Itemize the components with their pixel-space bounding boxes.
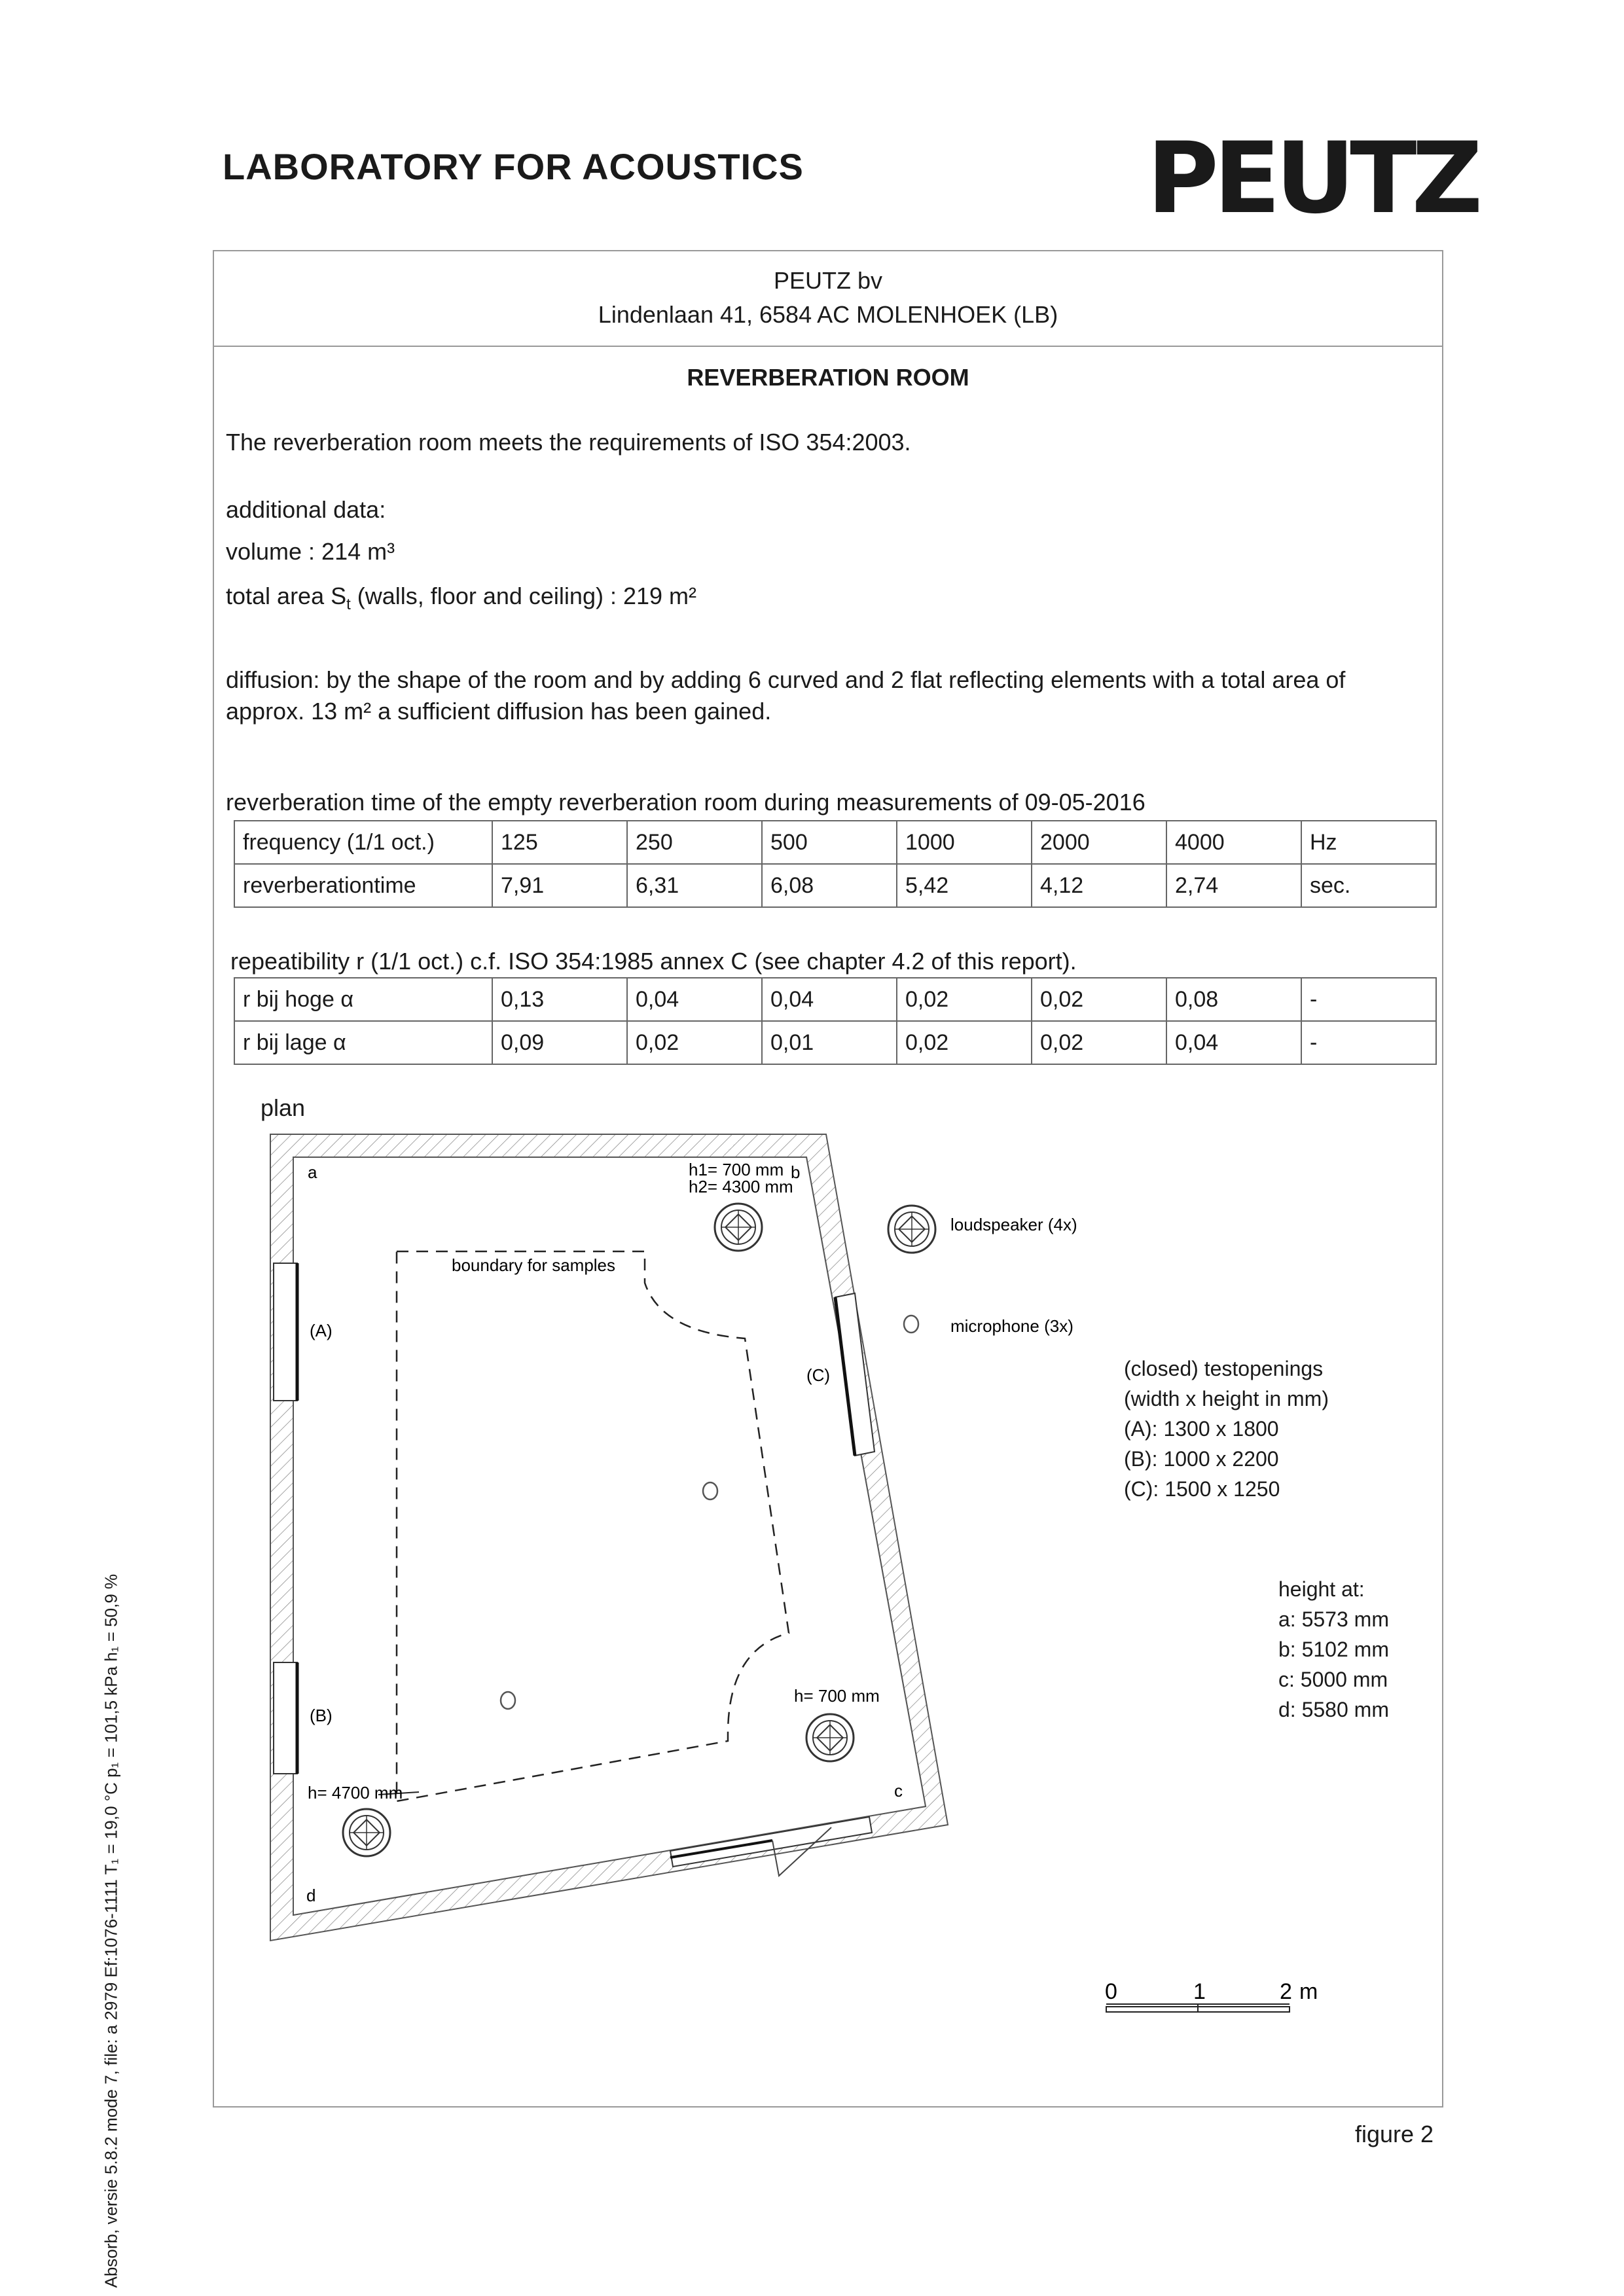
h700-label: h= 700 mm xyxy=(794,1686,880,1706)
table-cell: 0,02 xyxy=(897,1021,1032,1064)
heights-line: height at: xyxy=(1278,1577,1365,1601)
table-cell: 4000 xyxy=(1166,821,1301,864)
opening-c-label: (C) xyxy=(806,1365,831,1385)
table-cell: 0,04 xyxy=(762,978,897,1021)
corner-b-label: b xyxy=(791,1162,801,1182)
corner-c-label: c xyxy=(894,1781,903,1801)
table-cell: 0,01 xyxy=(762,1021,897,1064)
heights-block xyxy=(1278,1574,1389,1725)
opening-a-label: (A) xyxy=(310,1321,333,1340)
h2-label: h2= 4300 mm xyxy=(689,1177,793,1196)
figure-label: figure 2 xyxy=(1355,2121,1434,2147)
microphone-icon xyxy=(703,1482,717,1499)
plan-title: plan xyxy=(261,1094,306,1121)
table-cell: 0,08 xyxy=(1166,978,1301,1021)
section-title: REVERBERATION ROOM xyxy=(687,364,969,391)
additional-label: additional data: xyxy=(226,496,386,523)
heights-line: d: 5580 mm xyxy=(1278,1698,1389,1721)
company-name: PEUTZ bv xyxy=(773,267,883,294)
table-cell: 4,12 xyxy=(1032,864,1166,907)
peutz-logo: PEUTZ xyxy=(1147,122,1478,236)
table-cell: 7,91 xyxy=(492,864,627,907)
legend-microphone: microphone (3x) xyxy=(950,1316,1074,1336)
testopenings-line: (B): 1000 x 2200 xyxy=(1124,1447,1279,1471)
table-cell: 0,04 xyxy=(627,978,762,1021)
table-cell: - xyxy=(1301,978,1436,1021)
volume-text: volume : 214 m³ xyxy=(226,538,395,565)
table-cell: 0,02 xyxy=(1032,1021,1166,1064)
table-cell: sec. xyxy=(1301,864,1436,907)
table-cell: 0,09 xyxy=(492,1021,627,1064)
scale-0: 0 xyxy=(1105,1979,1117,2004)
testopenings-line: (C): 1500 x 1250 xyxy=(1124,1477,1280,1501)
table-cell: 0,13 xyxy=(492,978,627,1021)
loudspeaker-icon xyxy=(888,1206,935,1253)
opening-b-label: (B) xyxy=(310,1706,333,1725)
total-area-prefix: total area S xyxy=(226,583,347,609)
loudspeaker-icon xyxy=(343,1809,390,1856)
scale-1: 1 xyxy=(1193,1979,1206,2004)
reverb-caption: reverberation time of the empty reverberation room during measurements of 09-05-2016 xyxy=(226,789,1146,816)
table-cell: 2000 xyxy=(1032,821,1166,864)
repeat-caption: repeatibility r (1/1 oct.) c.f. ISO 354:1985 annex C (see chapter 4.2 of this report). xyxy=(230,948,1077,975)
table-cell: Hz xyxy=(1301,821,1436,864)
legend-loudspeaker: loudspeaker (4x) xyxy=(950,1215,1077,1234)
table-cell: 5,42 xyxy=(897,864,1032,907)
table-cell: 2,74 xyxy=(1166,864,1301,907)
table-cell: r bij lage α xyxy=(234,1021,492,1064)
table-cell: 250 xyxy=(627,821,762,864)
testopenings-line: (A): 1300 x 1800 xyxy=(1124,1417,1279,1441)
table-cell: 500 xyxy=(762,821,897,864)
table-cell: 0,02 xyxy=(1032,978,1166,1021)
h4700-label: h= 4700 mm xyxy=(308,1783,403,1803)
diffusion-line-2: approx. 13 m² a sufficient diffusion has been gained. xyxy=(226,698,772,725)
testopenings-line: (width x height in mm) xyxy=(1124,1387,1329,1410)
table-cell: r bij hoge α xyxy=(234,978,492,1021)
heights-line: a: 5573 mm xyxy=(1278,1607,1389,1631)
microphone-icon xyxy=(904,1316,918,1333)
corner-d-label: d xyxy=(306,1886,316,1905)
corner-a-label: a xyxy=(308,1162,317,1182)
table-cell: 6,08 xyxy=(762,864,897,907)
table-cell: reverberationtime xyxy=(234,864,492,907)
loudspeaker-icon xyxy=(806,1714,854,1761)
h1-label: h1= 700 mm xyxy=(689,1160,784,1179)
heights-line: b: 5102 mm xyxy=(1278,1638,1389,1661)
table-cell: 0,02 xyxy=(897,978,1032,1021)
total-area-suffix: (walls, floor and ceiling) : 219 m² xyxy=(350,583,697,609)
testopenings-block xyxy=(1124,1354,1329,1504)
scale-2: 2 xyxy=(1280,1979,1292,2004)
table-cell: 0,04 xyxy=(1166,1021,1301,1064)
scale-bar xyxy=(1105,1979,1318,2012)
microphone-icon xyxy=(501,1692,515,1709)
table-cell: 0,02 xyxy=(627,1021,762,1064)
table-cell: 125 xyxy=(492,821,627,864)
table-cell: 6,31 xyxy=(627,864,762,907)
loudspeaker-icon xyxy=(715,1204,762,1251)
lab-title: LABORATORY FOR ACOUSTICS xyxy=(223,146,804,187)
boundary-label: boundary for samples xyxy=(452,1255,616,1275)
table-cell: - xyxy=(1301,1021,1436,1064)
total-area-sub: t xyxy=(346,596,351,614)
opening-b-frame xyxy=(274,1662,297,1774)
company-address: Lindenlaan 41, 6584 AC MOLENHOEK (LB) xyxy=(598,301,1058,328)
intro-text: The reverberation room meets the requirements of ISO 354:2003. xyxy=(226,429,911,456)
table-cell: 1000 xyxy=(897,821,1032,864)
scale-unit: m xyxy=(1299,1979,1318,2004)
heights-line: c: 5000 mm xyxy=(1278,1668,1388,1691)
table-cell: frequency (1/1 oct.) xyxy=(234,821,492,864)
testopenings-line: (closed) testopenings xyxy=(1124,1357,1324,1380)
side-note: Absorb, versie 5.8.2 mode 7, file: a 2979 Ef:1076-1111 T₁ = 19,0 °C p₁ = 101,5 kPa h₁ = 50,9 % xyxy=(101,1573,121,2288)
diffusion-line-1: diffusion: by the shape of the room and by adding 6 curved and 2 flat reflecting elements with a total area of xyxy=(226,666,1346,693)
opening-a-frame xyxy=(274,1263,297,1401)
